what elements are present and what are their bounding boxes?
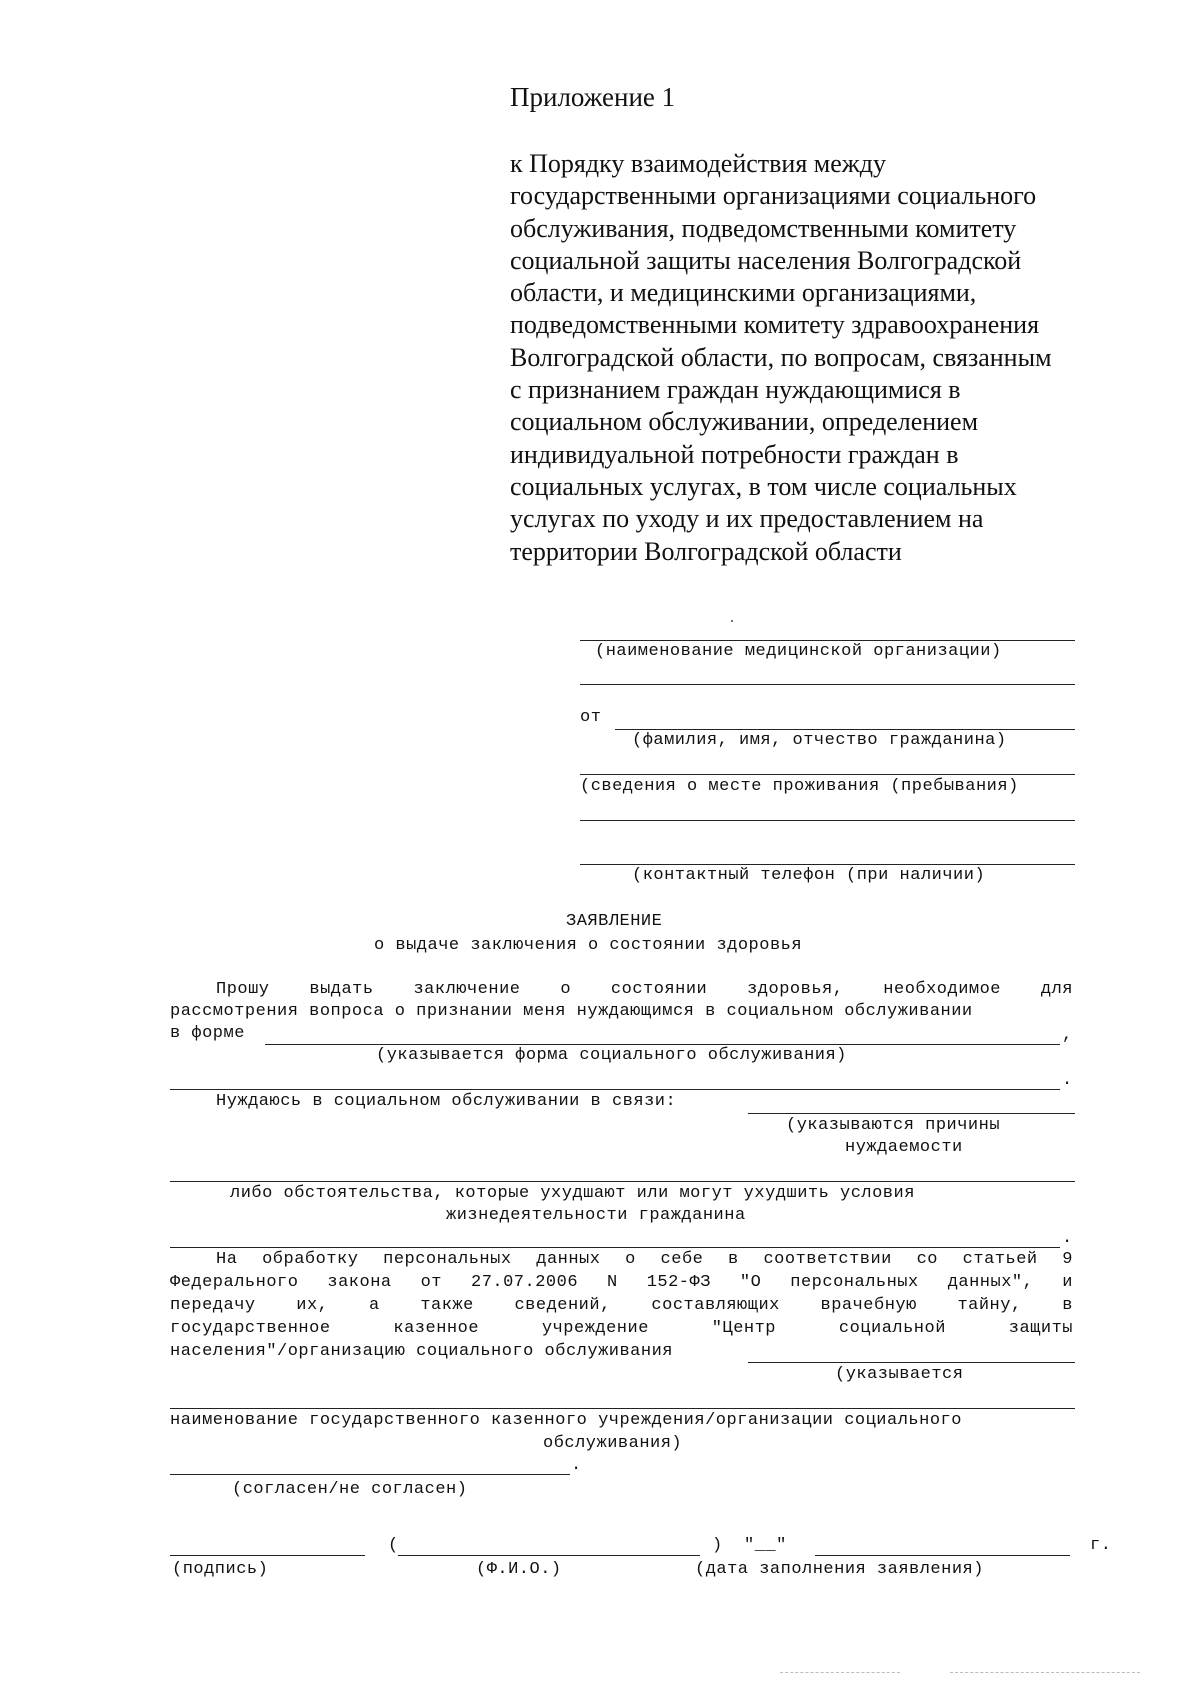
appendix-line: социальных услугах, в том числе социальных [510, 471, 1017, 501]
appendix-line: социальной защиты населения Волгоградской [510, 245, 1022, 275]
agree-caption: (согласен/не согласен) [232, 1480, 468, 1499]
request-form-label: в форме [170, 1024, 245, 1043]
consent-line-5: населения"/организацию социального обслуживания [170, 1342, 673, 1361]
appendix-line: обслуживания, подведомственными комитету [510, 213, 1017, 243]
need-reason-line-2[interactable] [170, 1181, 1075, 1182]
appendix-line: индивидуальной потребности граждан в [510, 439, 959, 469]
statement-title: ЗАЯВЛЕНИЕ [566, 912, 663, 931]
fio-caption: (Ф.И.О.) [476, 1560, 562, 1579]
from-label: от [580, 708, 602, 727]
need-reason-line-3[interactable] [170, 1247, 1060, 1248]
appendix-line: государственными организациями социального [510, 181, 1037, 211]
med-org-line[interactable] [580, 640, 1075, 641]
need-label: Нуждаюсь в социальном обслуживании в связи: [216, 1092, 677, 1111]
residence-line[interactable] [580, 774, 1075, 775]
appendix-line: области, и медицинскими организациями, [510, 278, 977, 308]
consent-caption-1: (указывается [835, 1365, 964, 1384]
citizen-name-line[interactable] [615, 729, 1075, 730]
year-suffix: г. [1090, 1536, 1112, 1555]
need-caption-3: либо обстоятельства, которые ухудшают или могут ухудшить условия [230, 1184, 915, 1203]
date-day-field[interactable]: "__" [744, 1536, 787, 1555]
phone-line[interactable] [580, 864, 1075, 865]
appendix-line: услугах по уходу и их предоставлением на [510, 504, 984, 534]
consent-caption-3: обслуживания) [543, 1434, 683, 1453]
fio-line[interactable] [398, 1555, 700, 1556]
agree-period: . [571, 1456, 582, 1475]
social-service-form-line[interactable] [265, 1044, 1060, 1045]
date-caption: (дата заполнения заявления) [695, 1560, 984, 1579]
consent-line-4: государственное казенное учреждение "Центр социальной защиты [170, 1319, 1073, 1338]
med-org-line-2[interactable] [580, 684, 1075, 685]
citizen-name-caption: (фамилия, имя, отчество гражданина) [632, 731, 1007, 750]
agree-line[interactable] [170, 1474, 570, 1475]
scan-speck [731, 620, 733, 622]
residence-line-2[interactable] [580, 820, 1075, 821]
consent-line-2: Федерального закона от 27.07.2006 N 152-ФЗ "О персональных данных", и [170, 1273, 1073, 1292]
scan-artifact [950, 1672, 1140, 1674]
date-line[interactable] [815, 1555, 1070, 1556]
consent-line-3: передачу их, а также сведений, составляющих врачебную тайну, в [170, 1296, 1073, 1315]
statement-subtitle: о выдаче заключения о состоянии здоровья [374, 936, 803, 955]
request-comma: , [1062, 1026, 1073, 1045]
appendix-line: с признанием граждан нуждающимися в [510, 375, 961, 405]
appendix-line: социальном обслуживании, определением [510, 407, 979, 437]
appendix-line: к Порядку взаимодействия между [510, 149, 886, 178]
request-line-1: Прошу выдать заключение о состоянии здоровья, необходимое для [216, 980, 1073, 999]
need-period: . [1062, 1229, 1073, 1248]
med-org-caption: (наименование медицинской организации) [595, 642, 1002, 661]
need-caption-4: жизнедеятельности гражданина [446, 1206, 746, 1225]
appendix-line: территории Волгоградской области [510, 536, 902, 566]
scan-artifact [780, 1672, 900, 1674]
form-period: . [1062, 1071, 1073, 1090]
fio-close-paren: ) [712, 1536, 723, 1555]
phone-caption: (контактный телефон (при наличии) [632, 866, 986, 885]
request-line-2: рассмотрения вопроса о признании меня нуждающимся в социальном обслуживании [170, 1002, 973, 1021]
signature-line[interactable] [170, 1555, 365, 1556]
consent-org-line[interactable] [748, 1362, 1075, 1363]
need-caption-1: (указываются причины [786, 1116, 1001, 1135]
consent-caption-2: наименование государственного казенного учреждения/организации социального [170, 1411, 962, 1430]
form-caption: (указывается форма социального обслуживания) [376, 1046, 847, 1065]
appendix-line: Волгоградской области, по вопросам, связанным [510, 342, 1052, 372]
social-service-form-line-2[interactable] [170, 1089, 1060, 1090]
consent-org-line-2[interactable] [170, 1408, 1075, 1409]
residence-caption: (сведения о месте проживания (пребывания) [580, 777, 1019, 796]
need-reason-line[interactable] [748, 1113, 1075, 1114]
appendix-title: Приложение 1 [510, 82, 676, 112]
consent-line-1: На обработку персональных данных о себе в соответствии со статьей 9 [216, 1250, 1073, 1269]
fio-open-paren: ( [388, 1536, 399, 1555]
need-caption-2: нуждаемости [845, 1138, 963, 1157]
appendix-description [510, 148, 1052, 568]
signature-caption: (подпись) [172, 1560, 269, 1579]
appendix-line: подведомственными комитету здравоохранения [510, 310, 1040, 340]
